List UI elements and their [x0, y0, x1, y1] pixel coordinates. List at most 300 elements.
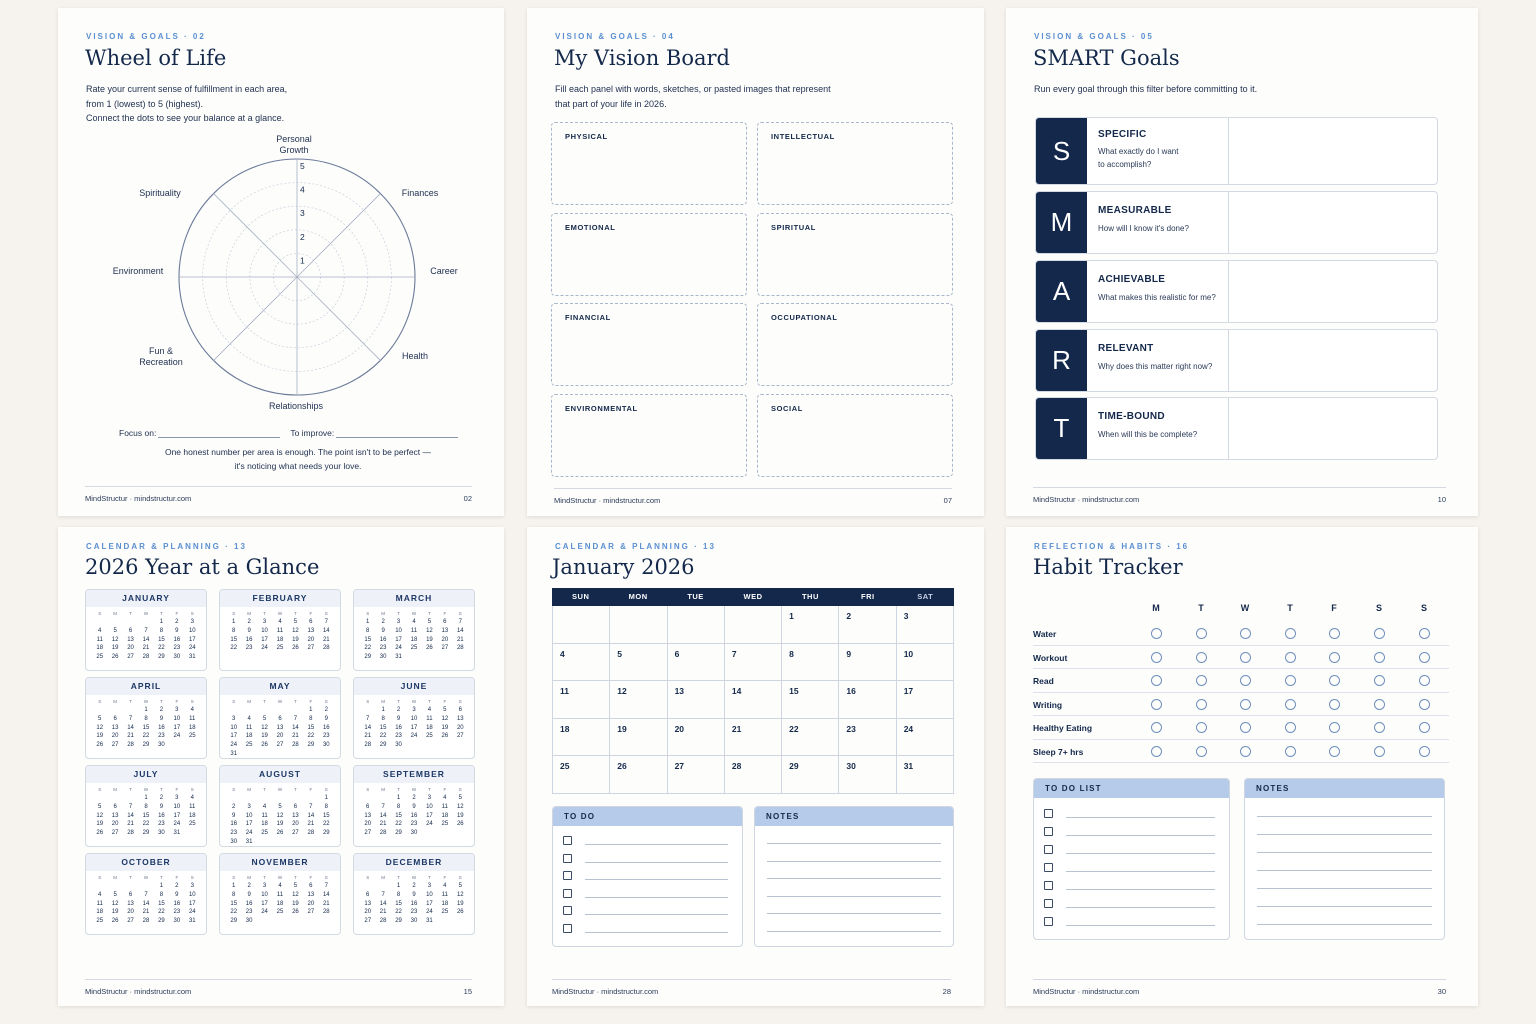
vision-panel[interactable] [757, 303, 953, 386]
habit-check-circle[interactable] [1240, 628, 1251, 639]
vision-panel[interactable] [757, 122, 953, 205]
todo-item[interactable] [1044, 899, 1215, 909]
habit-check-circle[interactable] [1196, 652, 1207, 663]
vision-panel-label: SOCIAL [771, 403, 803, 413]
improve-field[interactable] [336, 437, 458, 438]
day-cell[interactable]: 5 [610, 644, 667, 682]
day-number: 20 [276, 733, 284, 740]
day-cell[interactable]: 14 [725, 681, 782, 719]
habit-check-circle[interactable] [1374, 675, 1385, 686]
day-cell[interactable]: 25 [553, 756, 610, 794]
smart-answer-area[interactable] [1229, 261, 1437, 322]
footer-brand: MindStructur · mindstructur.com [85, 987, 192, 996]
habit-check-circle[interactable] [1419, 746, 1430, 757]
day-number: 12 [441, 715, 449, 722]
day-number: 16 [173, 636, 181, 643]
mini-month-name: JANUARY [86, 590, 206, 607]
day-number: 30 [173, 654, 181, 661]
habit-check-circle[interactable] [1329, 722, 1340, 733]
page-footer [552, 979, 951, 996]
weekday-initial: S [190, 611, 194, 616]
habit-check-circle[interactable] [1240, 746, 1251, 757]
day-number: 15 [142, 724, 150, 731]
day-number: 12 [96, 724, 104, 731]
focus-row [119, 428, 468, 438]
vision-panel[interactable] [757, 394, 953, 477]
smart-answer-area[interactable] [1229, 192, 1437, 253]
day-number: 11 [441, 891, 448, 898]
day-cell[interactable]: 15 [782, 681, 839, 719]
note-line [767, 931, 941, 932]
day-number: 18 [276, 636, 284, 643]
day-cell[interactable] [668, 606, 725, 644]
focus-field[interactable] [158, 437, 280, 438]
day-number: 10 [426, 891, 433, 898]
day-number: 16 [245, 636, 253, 643]
day-number: 19 [441, 724, 449, 731]
day-cell[interactable]: 22 [782, 719, 839, 757]
day-cell[interactable]: 12 [610, 681, 667, 719]
day-number: 24 [426, 821, 433, 828]
day-number: 10 [426, 803, 433, 810]
section-label: CALENDAR & PLANNING · 13 [555, 542, 716, 551]
habit-check-circle[interactable] [1196, 628, 1207, 639]
day-number: 14 [307, 812, 315, 819]
weekday-initial: F [175, 699, 179, 704]
day-cell[interactable]: 1 [782, 606, 839, 644]
habit-check-circle[interactable] [1419, 675, 1430, 686]
smart-answer-area[interactable] [1229, 398, 1437, 459]
day-cell[interactable] [610, 606, 667, 644]
mini-month [219, 853, 341, 935]
day-number: 4 [278, 619, 282, 625]
day-number: 2 [381, 619, 385, 625]
checkbox[interactable] [1044, 809, 1053, 818]
checkbox[interactable] [563, 889, 572, 898]
wheel-label: Relationships [268, 401, 324, 411]
habit-check-circle[interactable] [1374, 746, 1385, 757]
day-number: 13 [364, 900, 372, 907]
day-number: 9 [247, 627, 251, 634]
habit-check-circle[interactable] [1329, 652, 1340, 663]
habit-check-circle[interactable] [1285, 746, 1296, 757]
day-cell[interactable]: 28 [725, 756, 782, 794]
habit-check-circle[interactable] [1329, 746, 1340, 757]
weekday-initial: S [98, 875, 102, 880]
todo-item[interactable] [563, 906, 728, 916]
day-number: 20 [307, 900, 315, 907]
section-label: VISION & GOALS · 04 [555, 32, 675, 41]
habit-check-circle[interactable] [1240, 675, 1251, 686]
day-number: 28 [142, 654, 150, 661]
todo-item[interactable] [563, 836, 728, 846]
day-cell[interactable]: 31 [897, 756, 954, 794]
day-number: 29 [395, 918, 402, 925]
todo-item[interactable] [1044, 863, 1215, 873]
habit-check-circle[interactable] [1419, 722, 1430, 733]
day-cell[interactable]: 27 [668, 756, 725, 794]
day-number: 24 [173, 821, 181, 828]
day-number: 30 [245, 918, 253, 925]
day-number: 11 [441, 803, 448, 810]
day-number: 4 [190, 707, 194, 713]
day-number: 9 [412, 891, 416, 898]
page-smart-goals [1006, 8, 1478, 516]
weekday-initial: M [113, 611, 117, 616]
day-number: 3 [232, 715, 236, 722]
weekday-initial: S [232, 875, 236, 880]
habit-check-circle[interactable] [1151, 699, 1162, 710]
day-number: 4 [278, 883, 282, 889]
todo-item[interactable] [1044, 845, 1215, 855]
day-number: 12 [426, 627, 433, 634]
habit-check-circle[interactable] [1285, 628, 1296, 639]
empty-day [107, 794, 122, 803]
empty-day [288, 706, 303, 715]
day-number: 22 [230, 909, 238, 916]
day-number: 18 [96, 909, 104, 916]
day-cell[interactable]: 3 [897, 606, 954, 644]
todo-item[interactable] [563, 889, 728, 899]
day-number: 8 [366, 627, 370, 634]
day-number: 13 [456, 715, 464, 722]
day-number: 28 [364, 742, 372, 749]
mini-month [353, 765, 475, 847]
weekday-initial: S [190, 787, 194, 792]
habit-row [1033, 716, 1449, 740]
checkbox[interactable] [563, 906, 572, 915]
day-number: 19 [261, 733, 268, 740]
page-number: 10 [1437, 495, 1446, 504]
weekday-initial: M [113, 875, 117, 880]
empty-day [272, 794, 287, 803]
day-number: 10 [261, 627, 268, 634]
page-intro: Run every goal through this filter before committing to it. [1034, 84, 1258, 94]
day-number: 17 [188, 900, 196, 907]
day-number: 10 [245, 812, 253, 819]
todo-item[interactable] [563, 854, 728, 864]
habit-check-circle[interactable] [1151, 746, 1162, 757]
todo-line [585, 862, 728, 863]
day-number: 14 [379, 812, 387, 819]
habit-check-circle[interactable] [1374, 722, 1385, 733]
day-number: 17 [426, 900, 433, 907]
weekday-initial: M [247, 611, 251, 616]
day-number: 25 [441, 909, 449, 916]
day-number: 25 [188, 733, 196, 740]
weekday-initial: F [443, 787, 447, 792]
weekday-header: THU [801, 592, 819, 601]
habit-check-circle[interactable] [1374, 628, 1385, 639]
checkbox[interactable] [563, 924, 572, 933]
wheel-chart [58, 8, 504, 516]
day-number: 19 [111, 909, 119, 916]
day-number: 24 [426, 909, 433, 916]
day-number: 6 [128, 891, 133, 898]
day-number: 15 [142, 812, 150, 819]
weekday-initial: W [143, 787, 149, 792]
day-cell[interactable]: 29 [782, 756, 839, 794]
day-cell[interactable] [553, 606, 610, 644]
mini-month-name: NOVEMBER [220, 854, 340, 871]
wheel-spoke [214, 277, 297, 360]
weekday-initial: T [428, 787, 431, 792]
page-number: 07 [943, 496, 952, 505]
checkbox[interactable] [1044, 827, 1053, 836]
habit-check-circle[interactable] [1151, 722, 1162, 733]
mini-month [219, 765, 341, 847]
weekday-initial: T [397, 611, 400, 616]
day-number: 28 [307, 830, 315, 837]
day-number: 21 [379, 821, 387, 828]
day-cell[interactable]: 11 [553, 681, 610, 719]
todo-item[interactable] [1044, 881, 1215, 891]
day-number: 13 [292, 812, 299, 819]
day-cell[interactable]: 21 [725, 719, 782, 757]
habit-name: Water [1033, 629, 1057, 639]
day-number: 16 [158, 812, 165, 819]
day-number: 31 [173, 830, 181, 837]
habit-check-circle[interactable] [1329, 699, 1340, 710]
checkbox[interactable] [563, 836, 572, 845]
checkbox[interactable] [1044, 881, 1053, 890]
habit-check-circle[interactable] [1151, 628, 1162, 639]
mini-month-name: APRIL [86, 678, 206, 695]
day-cell[interactable]: 16 [839, 681, 896, 719]
day-number: 25 [261, 830, 268, 837]
checkbox[interactable] [1044, 845, 1053, 854]
habit-check-circle[interactable] [1374, 652, 1385, 663]
day-number: 30 [410, 830, 418, 837]
day-cell[interactable]: 8 [782, 644, 839, 682]
smart-letter-badge: S [1036, 118, 1087, 184]
weekday-initial: W [277, 699, 283, 704]
habit-check-circle[interactable] [1285, 652, 1296, 663]
habit-name: Read [1033, 676, 1054, 686]
habit-check-circle[interactable] [1419, 628, 1430, 639]
weekday-initial: F [443, 611, 447, 616]
day-number: 13 [307, 891, 315, 898]
habit-check-circle[interactable] [1374, 699, 1385, 710]
empty-day [360, 706, 375, 715]
day-cell[interactable]: 9 [839, 644, 896, 682]
weekday-initial: S [366, 787, 370, 792]
weekday-initial: T [263, 699, 266, 704]
day-number: 6 [278, 715, 282, 722]
todo-line [585, 932, 728, 933]
day-number: 12 [456, 891, 464, 898]
checkbox[interactable] [1044, 863, 1053, 872]
weekday-initial: S [458, 611, 462, 616]
day-number: 21 [364, 733, 372, 740]
checkbox[interactable] [1044, 917, 1053, 926]
weekday-header: MON [628, 592, 648, 601]
day-number: 24 [173, 733, 181, 740]
habit-check-circle[interactable] [1240, 722, 1251, 733]
day-number: 28 [322, 909, 330, 916]
day-number: 23 [410, 909, 418, 916]
day-number: 19 [96, 733, 104, 740]
habit-check-circle[interactable] [1196, 722, 1207, 733]
mini-month-grid [220, 871, 340, 926]
checkbox[interactable] [563, 854, 572, 863]
note-line [767, 896, 941, 897]
vision-panel[interactable] [551, 122, 747, 205]
todo-header: TO DO LIST [1034, 779, 1229, 798]
weekday-initial: T [294, 787, 297, 792]
weekday-initial: T [129, 699, 132, 704]
todo-box [1033, 778, 1230, 940]
month-calendar [552, 588, 954, 794]
day-number: 25 [188, 821, 196, 828]
day-number: 7 [144, 891, 148, 898]
day-number: 20 [364, 821, 372, 828]
habit-check-circle[interactable] [1196, 746, 1207, 757]
day-number: 5 [458, 883, 462, 889]
day-number: 1 [381, 707, 385, 713]
day-cell[interactable]: 2 [839, 606, 896, 644]
smart-answer-area[interactable] [1229, 118, 1437, 184]
checkbox[interactable] [1044, 899, 1053, 908]
habit-check-circle[interactable] [1151, 675, 1162, 686]
day-cell[interactable]: 30 [839, 756, 896, 794]
day-cell[interactable]: 4 [553, 644, 610, 682]
day-cell[interactable]: 19 [610, 719, 667, 757]
day-number: 20 [456, 724, 464, 731]
vision-panel[interactable] [551, 303, 747, 386]
day-number: 28 [456, 645, 464, 652]
weekday-initial: W [411, 699, 417, 704]
day-number: 21 [379, 909, 387, 916]
smart-answer-area[interactable] [1229, 330, 1437, 391]
habit-check-circle[interactable] [1196, 699, 1207, 710]
note-line [1257, 924, 1432, 925]
footer-brand: MindStructur · mindstructur.com [554, 496, 661, 505]
day-cell[interactable]: 26 [610, 756, 667, 794]
day-number: 30 [379, 654, 387, 661]
todo-item[interactable] [1044, 809, 1215, 819]
day-number: 22 [142, 821, 150, 828]
wheel-scale-number: 4 [300, 184, 305, 195]
day-number: 15 [395, 812, 402, 819]
habit-check-circle[interactable] [1240, 652, 1251, 663]
vision-panel-label: OCCUPATIONAL [771, 313, 838, 322]
habit-row [1033, 622, 1449, 646]
weekday-initial: T [129, 875, 132, 880]
day-number: 1 [159, 883, 164, 889]
weekday-initial: W [411, 875, 417, 880]
habit-check-circle[interactable] [1329, 675, 1340, 686]
day-cell[interactable]: 10 [897, 644, 954, 682]
todo-item[interactable] [1044, 917, 1215, 927]
note-line [767, 843, 941, 844]
day-cell[interactable]: 17 [897, 681, 954, 719]
day-number: 14 [322, 627, 330, 634]
page-intro: Fill each panel with words, sketches, or pasted images that represent that part of your life in 2026. [555, 84, 831, 109]
note-line [767, 861, 941, 862]
day-number: 26 [456, 909, 464, 916]
day-cell[interactable]: 24 [897, 719, 954, 757]
day-number: 29 [379, 742, 387, 749]
weekday-header: F [1331, 603, 1337, 613]
day-number: 1 [309, 707, 313, 713]
day-number: 4 [98, 627, 102, 634]
day-number: 21 [127, 733, 134, 740]
habit-check-circle[interactable] [1329, 628, 1340, 639]
weekday-header: SUN [572, 592, 590, 601]
day-number: 4 [190, 795, 194, 801]
day-cell[interactable]: 13 [668, 681, 725, 719]
weekday-initial: F [443, 699, 447, 704]
habit-check-circle[interactable] [1419, 652, 1430, 663]
checkbox[interactable] [563, 871, 572, 880]
mini-month-grid [86, 607, 206, 662]
note-line [767, 878, 941, 879]
wheel-label: Health [401, 351, 428, 361]
day-number: 8 [396, 891, 401, 898]
todo-item[interactable] [563, 871, 728, 881]
page-title: SMART Goals [1033, 46, 1180, 70]
habit-check-circle[interactable] [1285, 699, 1296, 710]
habit-check-circle[interactable] [1240, 699, 1251, 710]
day-cell[interactable]: 18 [553, 719, 610, 757]
mini-month-name: JUNE [354, 678, 474, 695]
day-cell[interactable]: 6 [668, 644, 725, 682]
day-number: 27 [307, 909, 315, 916]
day-cell[interactable]: 23 [839, 719, 896, 757]
day-number: 26 [276, 830, 284, 837]
day-number: 12 [292, 627, 299, 634]
weekday-initial: F [309, 611, 313, 616]
day-cell[interactable] [725, 606, 782, 644]
todo-item[interactable] [563, 924, 728, 934]
habit-check-circle[interactable] [1285, 722, 1296, 733]
day-cell[interactable]: 7 [725, 644, 782, 682]
day-number: 2 [159, 795, 164, 801]
habit-check-circle[interactable] [1285, 675, 1296, 686]
day-number: 16 [173, 900, 181, 907]
page-wheel-of-life [58, 8, 504, 516]
day-number: 23 [395, 733, 402, 740]
weekday-initial: F [309, 875, 313, 880]
day-cell[interactable]: 20 [668, 719, 725, 757]
vision-panel[interactable] [551, 394, 747, 477]
day-number: 10 [395, 627, 402, 634]
mini-month [219, 589, 341, 671]
day-number: 18 [426, 724, 433, 731]
page-footer [85, 979, 472, 996]
day-number: 8 [232, 627, 236, 634]
habit-check-circle[interactable] [1151, 652, 1162, 663]
vision-panel[interactable] [551, 213, 747, 296]
habit-check-circle[interactable] [1419, 699, 1430, 710]
vision-panel[interactable] [757, 213, 953, 296]
calendar-grid [552, 606, 954, 794]
day-number: 11 [261, 812, 268, 819]
day-number: 17 [395, 636, 402, 643]
todo-line [585, 897, 728, 898]
todo-item[interactable] [1044, 827, 1215, 837]
day-number: 24 [261, 645, 268, 652]
day-number: 11 [246, 724, 253, 731]
habit-check-circle[interactable] [1196, 675, 1207, 686]
mini-month-name: OCTOBER [86, 854, 206, 871]
day-number: 2 [324, 707, 328, 713]
day-number: 7 [381, 803, 385, 810]
day-number: 4 [412, 619, 416, 625]
day-number: 28 [127, 742, 134, 749]
weekday-initial: S [190, 699, 194, 704]
